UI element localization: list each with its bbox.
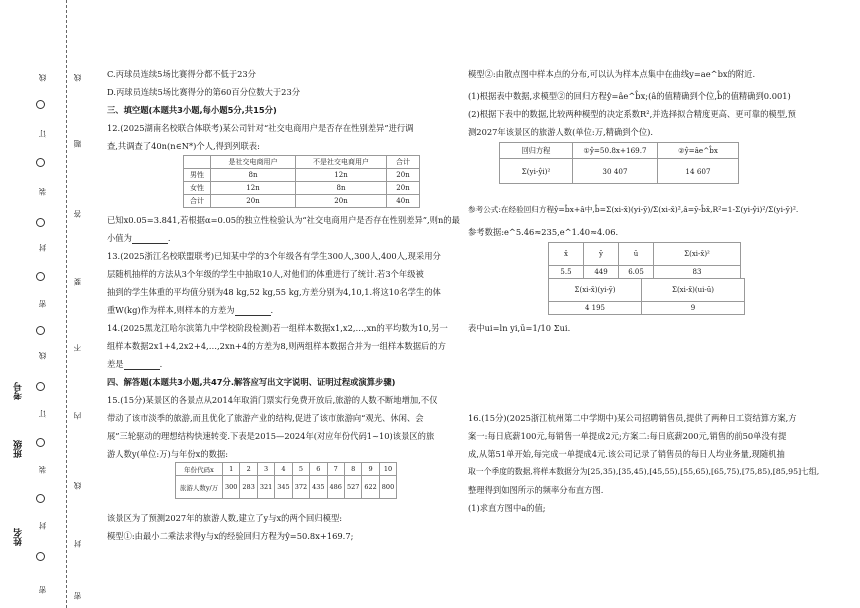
binding-char: 密 [73,592,82,600]
table-cell: 女性 [184,182,211,195]
table-cell: 4 195 [549,302,642,315]
binding-circle [36,100,45,109]
table-cell: 800 [379,476,396,499]
table-row [549,279,745,302]
binding-circle [36,158,45,167]
table-cell: 8 [344,463,361,476]
table-cell: 14 607 [658,159,739,184]
binding-char: 答 [73,210,82,218]
table-header: 是社交电商用户 [211,156,296,169]
table-cell: 5 [292,463,309,476]
table-cell: 6 [310,463,327,476]
q15-line3: 展”三轮驱动的理想结构快速转变.下表是2015—2024年(对应年份代码1~10)该景区的旅 [107,431,435,441]
reference-formula: 参考公式:在经验回归方程ŷ=b̂x+â中,b̂=Σ(xi-x̄)(yi-ȳ)/Σ(xi-x̄)²,â=ȳ-b̂x̄,R²=1-Σ(yi-ŷi)²/Σ(yi-ȳ)². [468,205,799,214]
binding-circle [36,272,45,281]
binding-circle [36,326,45,335]
table-row [500,143,739,159]
table-cell: 5.5 [549,266,584,279]
table-header: Σ(xi-x̄)² [654,243,741,266]
class-label: 班级 [14,440,24,458]
binding-circle [36,218,45,227]
table-cell: 1 [223,463,240,476]
binding-char: 装 [38,188,47,196]
q14-line1: 14.(2025黑龙江哈尔滨第九中学校阶段检测)若一组样本数据x1,x2,…,xn的平均数为10,另一 [107,323,448,333]
q13-line3: 抽到的学生体重的平均值分别为48 kg,52 kg,55 kg,方差分别为4,10,1.将这10名学生的体 [107,287,441,297]
section-3-heading: 三、填空题(本题共3小题,每小题5分,共15分) [107,105,277,115]
q16-line4: 取一个季度的数据,将样本数据分为[25,35),[35,45),[45,55),[55,65),[65,75),[75,85),[85,95]七组, [468,467,820,476]
table-note: 表中ui=ln yi,ū=1/10 Σui. [468,323,571,333]
table-cell: 449 [584,266,619,279]
binding-char: 内 [73,412,82,420]
binding-char: 线 [38,352,47,360]
name-label: 姓名 [14,528,24,546]
table-row [549,302,745,315]
table-row [549,243,741,266]
table-header: 回归方程 [500,143,573,159]
binding-char: 装 [38,466,47,474]
q14-line3-text: 差是 [107,359,124,369]
table-cell: 486 [327,476,344,499]
table-row [184,169,420,182]
binding-char: 线 [73,74,82,82]
answer-blank[interactable] [124,360,160,370]
q16-line5: 整理得到如图所示的频率分布直方图. [468,485,604,495]
binding-circle [36,494,45,503]
table-cell: 6.05 [619,266,654,279]
table-row [549,266,741,279]
binding-char: 题 [73,140,82,148]
q15-line6: 模型①:由最小二乘法求得y与x的经验回归方程为ŷ=50.8x+169.7; [107,531,354,541]
binding-strip [0,0,95,608]
table-header: 旅游人数y/万 [176,476,223,499]
option-c: C.丙球员连续5场比赛得分都不低于23分 [107,69,256,79]
model-2: 模型②:由散点图中样本点的分布,可以认为样本点集中在曲线y=ae^bx的附近. [468,69,756,79]
q13-line4-text: 重W(kg)作为样本,则样本的方差为 [107,305,235,315]
binding-circle [36,438,45,447]
table-cell: 12n [211,182,296,195]
table-header: ȳ [584,243,619,266]
table-cell: 283 [240,476,257,499]
binding-char: 封 [73,540,82,548]
stats-table [548,242,741,279]
table-cell: 9 [362,463,379,476]
table-header: 年份代码x [176,463,223,476]
q13-line2: 层随机抽样的方法从3个年级的学生中抽取10人,对他们的体重进行了统计.若3个年级被 [107,269,424,279]
table-header: Σ(xi-x̄)(yi-ȳ) [549,279,642,302]
binding-char: 不 [73,344,82,352]
table-cell: 83 [654,266,741,279]
table-cell: 2 [240,463,257,476]
table-cell: 300 [223,476,240,499]
table-row [176,476,397,499]
table-cell: 20n [211,195,296,208]
tourism-table [175,462,397,499]
table-cell: 4 [275,463,292,476]
q15-line4: 游人数y(单位:万)与年份x的数据: [107,449,228,459]
q15-part2-line1: (2)根据下表中的数据,比较两种模型的决定系数R²,并选择拟合精度更高、更可靠的模型,预 [468,109,796,119]
table-cell: 20n [387,169,420,182]
table-cell: 527 [344,476,361,499]
q16-line3: 成,从第51单开始,每完成一单提成4元.该公司记录了销售员的每日人均业务量,现随机抽 [468,449,785,459]
q16-line2: 案一:每日底薪100元,每销售一单提成2元;方案二:每日底薪200元,销售的前50单没有提 [468,431,787,441]
table-cell: 8n [211,169,296,182]
table-cell: 321 [257,476,274,499]
answer-blank[interactable] [132,234,168,244]
binding-char: 要 [73,278,82,286]
q16-part1: (1)求直方图中a的值; [468,503,546,513]
binding-char: 封 [38,522,47,530]
table-header: ū [619,243,654,266]
table-cell: 合计 [184,195,211,208]
table-header: 不是社交电商用户 [296,156,387,169]
q15-line5: 该景区为了预测2027年的旅游人数,建立了y与x的两个回归模型: [107,513,343,523]
table-cell: 3 [257,463,274,476]
binding-circle [36,382,45,391]
table-cell: 435 [310,476,327,499]
q14-line3: 差是 . [107,359,163,369]
table-row [176,463,397,476]
binding-char: 封 [38,244,47,252]
table-cell: 7 [327,463,344,476]
binding-char: 订 [38,130,47,138]
binding-char: 订 [38,410,47,418]
table-header: Σ(yi-ŷi)² [500,159,573,184]
table-cell: 372 [292,476,309,499]
q13-line1: 13.(2025浙江名校联盟联考)已知某中学的3个年级各有学生300人,300人,400人,现采用分 [107,251,441,261]
contingency-table [183,155,420,208]
table-cell: 8n [296,182,387,195]
regression-table [499,142,739,184]
table-header: ②ŷ=âe^b̂x [658,143,739,159]
table-row [184,182,420,195]
binding-char: 密 [38,586,47,594]
q12-line4: 小值为 . [107,233,171,243]
table-cell: 40n [387,195,420,208]
reference-data: 参考数据:e^5.46≈235,e^1.40≈4.06. [468,227,619,237]
binding-dashed-line [66,0,67,608]
table-cell: 男性 [184,169,211,182]
table-row [500,159,739,184]
binding-char: 线 [73,482,82,490]
table-header: Σ(xi-x̄)(ui-ū) [642,279,745,302]
q15-line2: 带动了该市淡季的旅游,而且优化了旅游产业的结构,促进了该市旅游向“观光、休闲、会 [107,413,424,423]
binding-circle [36,552,45,561]
binding-char: 密 [38,300,47,308]
q13-line4: 重W(kg)作为样本,则样本的方差为 . [107,305,274,315]
q15-part1: (1)根据表中数据,求模型②的回归方程ŷ=âe^b̂x;(â的值精确到个位,b̂的值精确到0.001) [468,91,791,101]
binding-char: 线 [38,74,47,82]
q14-line2: 组样本数据2x1+4,2x2+4,…,2xn+4的方差为8,则两组样本数据合并为一组样本数据后的方 [107,341,446,351]
q12-line3: 已知x0.05=3.841,若根据α=0.05的独立性检验认为“社交电商用户是否存在性别差异”,则n的最 [107,215,460,225]
table-cell: 20n [387,182,420,195]
q15-part2-line2: 测2027年该景区的旅游人数(单位:万,精确到个位). [468,127,654,137]
table-cell: 12n [296,169,387,182]
option-d: D.丙球员连续5场比赛得分的第60百分位数大于23分 [107,87,301,97]
table-cell: 9 [642,302,745,315]
section-4-heading: 四、解答题(本题共3小题,共47分.解答应写出文字说明、证明过程或演算步骤) [107,377,396,387]
id-label: 考号 [14,382,24,400]
table-cell: 10 [379,463,396,476]
table-row [184,195,420,208]
q12-line2: 查,共调查了40n(n∈N*)个人,得到列联表: [107,141,260,151]
table-cell: 20n [296,195,387,208]
table-cell: 345 [275,476,292,499]
answer-blank[interactable] [235,306,271,316]
table-header: 合计 [387,156,420,169]
table-cell: 30 407 [573,159,658,184]
q12-line1: 12.(2025湖南名校联合体联考)某公司针对“社交电商用户是否存在性别差异”进行调 [107,123,414,133]
table-header [184,156,211,169]
q15-line1: 15.(15分)某景区的各景点从2014年取消门票实行免费开放后,旅游的人数不断地增加,不仅 [107,395,438,405]
q12-line4-text: 小值为 [107,233,132,243]
table-header: ①ŷ=50.8x+169.7 [573,143,658,159]
table-header: x̄ [549,243,584,266]
q16-line1: 16.(15分)(2025浙江杭州第二中学期中)某公司招聘销售员,提供了两种日工资结算方案,方 [468,413,797,423]
stats-table-2 [548,278,745,315]
table-cell: 622 [362,476,379,499]
